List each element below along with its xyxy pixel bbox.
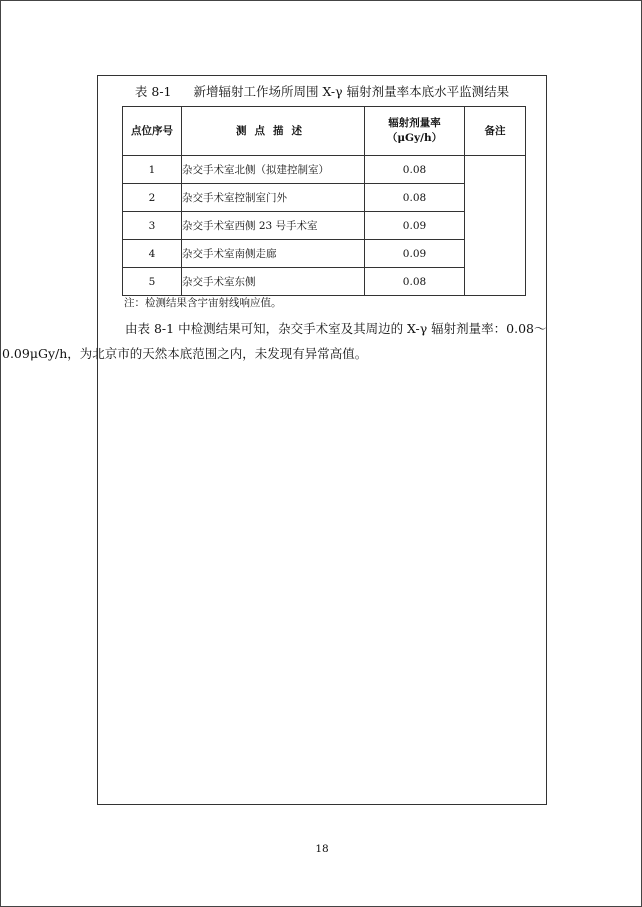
row-dose-rate: 0.09 (365, 212, 465, 240)
row-description: 杂交手术室控制室门外 (182, 184, 365, 212)
header-point-no: 点位序号 (123, 107, 182, 156)
header-dose-rate (365, 107, 465, 156)
header-description: 测点描述 (182, 107, 365, 156)
header-remarks: 备注 (465, 107, 526, 156)
table-number: 表 8-1 (134, 84, 172, 99)
table-row (123, 156, 526, 184)
table-title: 新增辐射工作场所周围 X-γ 辐射剂量率本底水平监测结果 (193, 84, 510, 99)
row-no: 5 (123, 268, 182, 296)
page-number: 18 (315, 843, 329, 855)
table-note: 注：检测结果含宇宙射线响应值。 (124, 297, 282, 309)
conclusion-paragraph (2, 316, 547, 366)
row-dose-rate: 0.08 (365, 156, 465, 184)
row-dose-rate: 0.09 (365, 240, 465, 268)
table-header-row (123, 107, 526, 156)
paragraph-line-2: 0.09μGy/h，为北京市的天然本底范围之内，未发现有异常高值。 (2, 346, 368, 361)
remarks-cell (465, 156, 526, 296)
row-no: 4 (123, 240, 182, 268)
row-description: 杂交手术室西侧 23 号手术室 (182, 212, 365, 240)
monitoring-results-table (122, 106, 526, 296)
row-description: 杂交手术室东侧 (182, 268, 365, 296)
row-description: 杂交手术室南侧走廊 (182, 240, 365, 268)
paragraph-line-1: 由表 8-1 中检测结果可知，杂交手术室及其周边的 X-γ 辐射剂量率：0.08～ (125, 321, 547, 336)
row-no: 1 (123, 156, 182, 184)
row-no: 3 (123, 212, 182, 240)
table-caption (98, 82, 546, 100)
content-frame (2, 75, 547, 805)
header-dose-rate-unit: （μGy/h） (386, 132, 443, 144)
row-no: 2 (123, 184, 182, 212)
row-dose-rate: 0.08 (365, 184, 465, 212)
row-dose-rate: 0.08 (365, 268, 465, 296)
header-dose-rate-label: 辐射剂量率 (388, 117, 441, 129)
row-description: 杂交手术室北侧（拟建控制室） (182, 156, 365, 184)
